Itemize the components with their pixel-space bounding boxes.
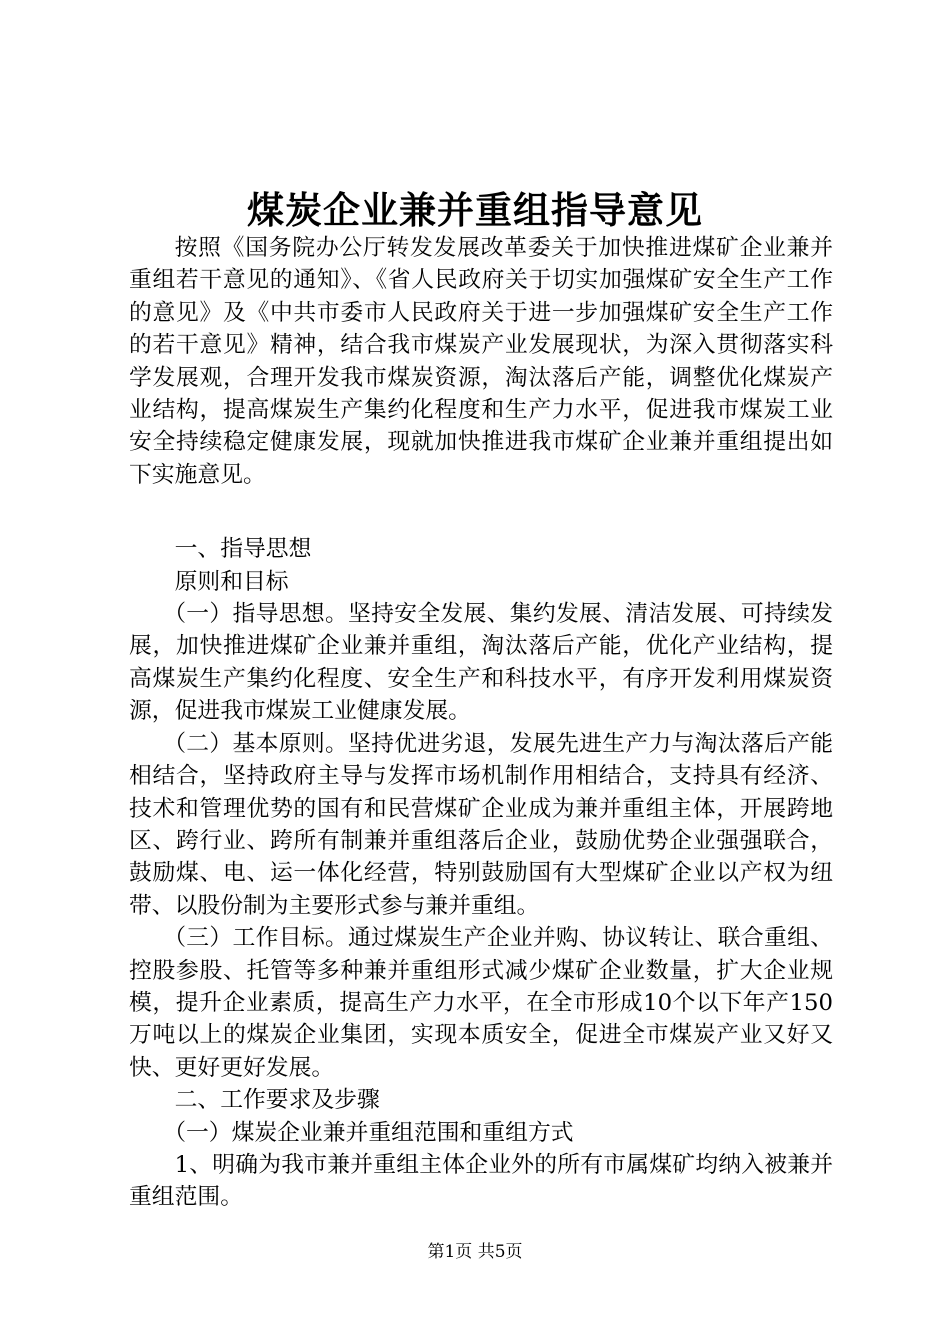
page-footer: 第1页 共5页 (427, 1242, 523, 1262)
intro-paragraph: 按照《国务院办公厅转发发展改革委关于加快推进煤矿企业兼并重组若干意见的通知》、《省人民政府关于切实加强煤矿安全生产工作的意见》及《中共市委市人民政府关于进一步加强煤矿安全生产工作的若干意见》精神，结合我市煤炭产业发展现状，为深入贯彻落实科学发展观，合理开发我市煤炭资源，淘汰落后产能，调整优化煤炭产业结构，提高煤炭生产集约化程度和生产力水平，促进我市煤炭工业安全持续稳定健康发展，现就加快推进我市煤矿企业兼并重组提出如下实施意见。 (129, 235, 833, 488)
work-goals-paragraph: （三）工作目标。通过煤炭生产企业并购、协议转让、联合重组、控股参股、托管等多种兼并重组形式减少煤矿企业数量，扩大企业规模，提升企业素质，提高生产力水平，在全市形成10个以下年产150万吨以上的煤炭企业集团，实现本质安全，促进全市煤炭产业又好又快、更好更好发展。 (129, 925, 833, 1081)
guiding-thought-paragraph: （一）指导思想。坚持安全发展、集约发展、清洁发展、可持续发展，加快推进煤矿企业兼并重组，淘汰落后产能，优化产业结构，提高煤炭生产集约化程度、安全生产和科技水平，有序开发利用煤炭资源，促进我市煤炭工业健康发展。 (129, 601, 833, 725)
section2-subheading: （一）煤炭企业兼并重组范围和重组方式 (163, 1119, 574, 1146)
section1-subheading: 原则和目标 (174, 568, 289, 595)
document-title: 煤炭企业兼并重组指导意见 (247, 188, 703, 232)
scope-paragraph: 1、明确为我市兼并重组主体企业外的所有市属煤矿均纳入被兼并重组范围。 (129, 1151, 833, 1211)
document-body (129, 232, 833, 1214)
section2-heading: 二、工作要求及步骤 (174, 1087, 380, 1114)
section1-heading: 一、指导思想 (174, 536, 312, 563)
basic-principles-paragraph: （二）基本原则。坚持优进劣退，发展先进生产力与淘汰落后产能相结合，坚持政府主导与发挥市场机制作用相结合，支持具有经济、技术和管理优势的国有和民营煤矿企业成为兼并重组主体，开展跨地区、跨行业、跨所有制兼并重组落后企业，鼓励优势企业强强联合，鼓励煤、电、运一体化经营，特别鼓励国有大型煤矿企业以产权为纽带、以股份制为主要形式参与兼并重组。 (129, 730, 833, 919)
